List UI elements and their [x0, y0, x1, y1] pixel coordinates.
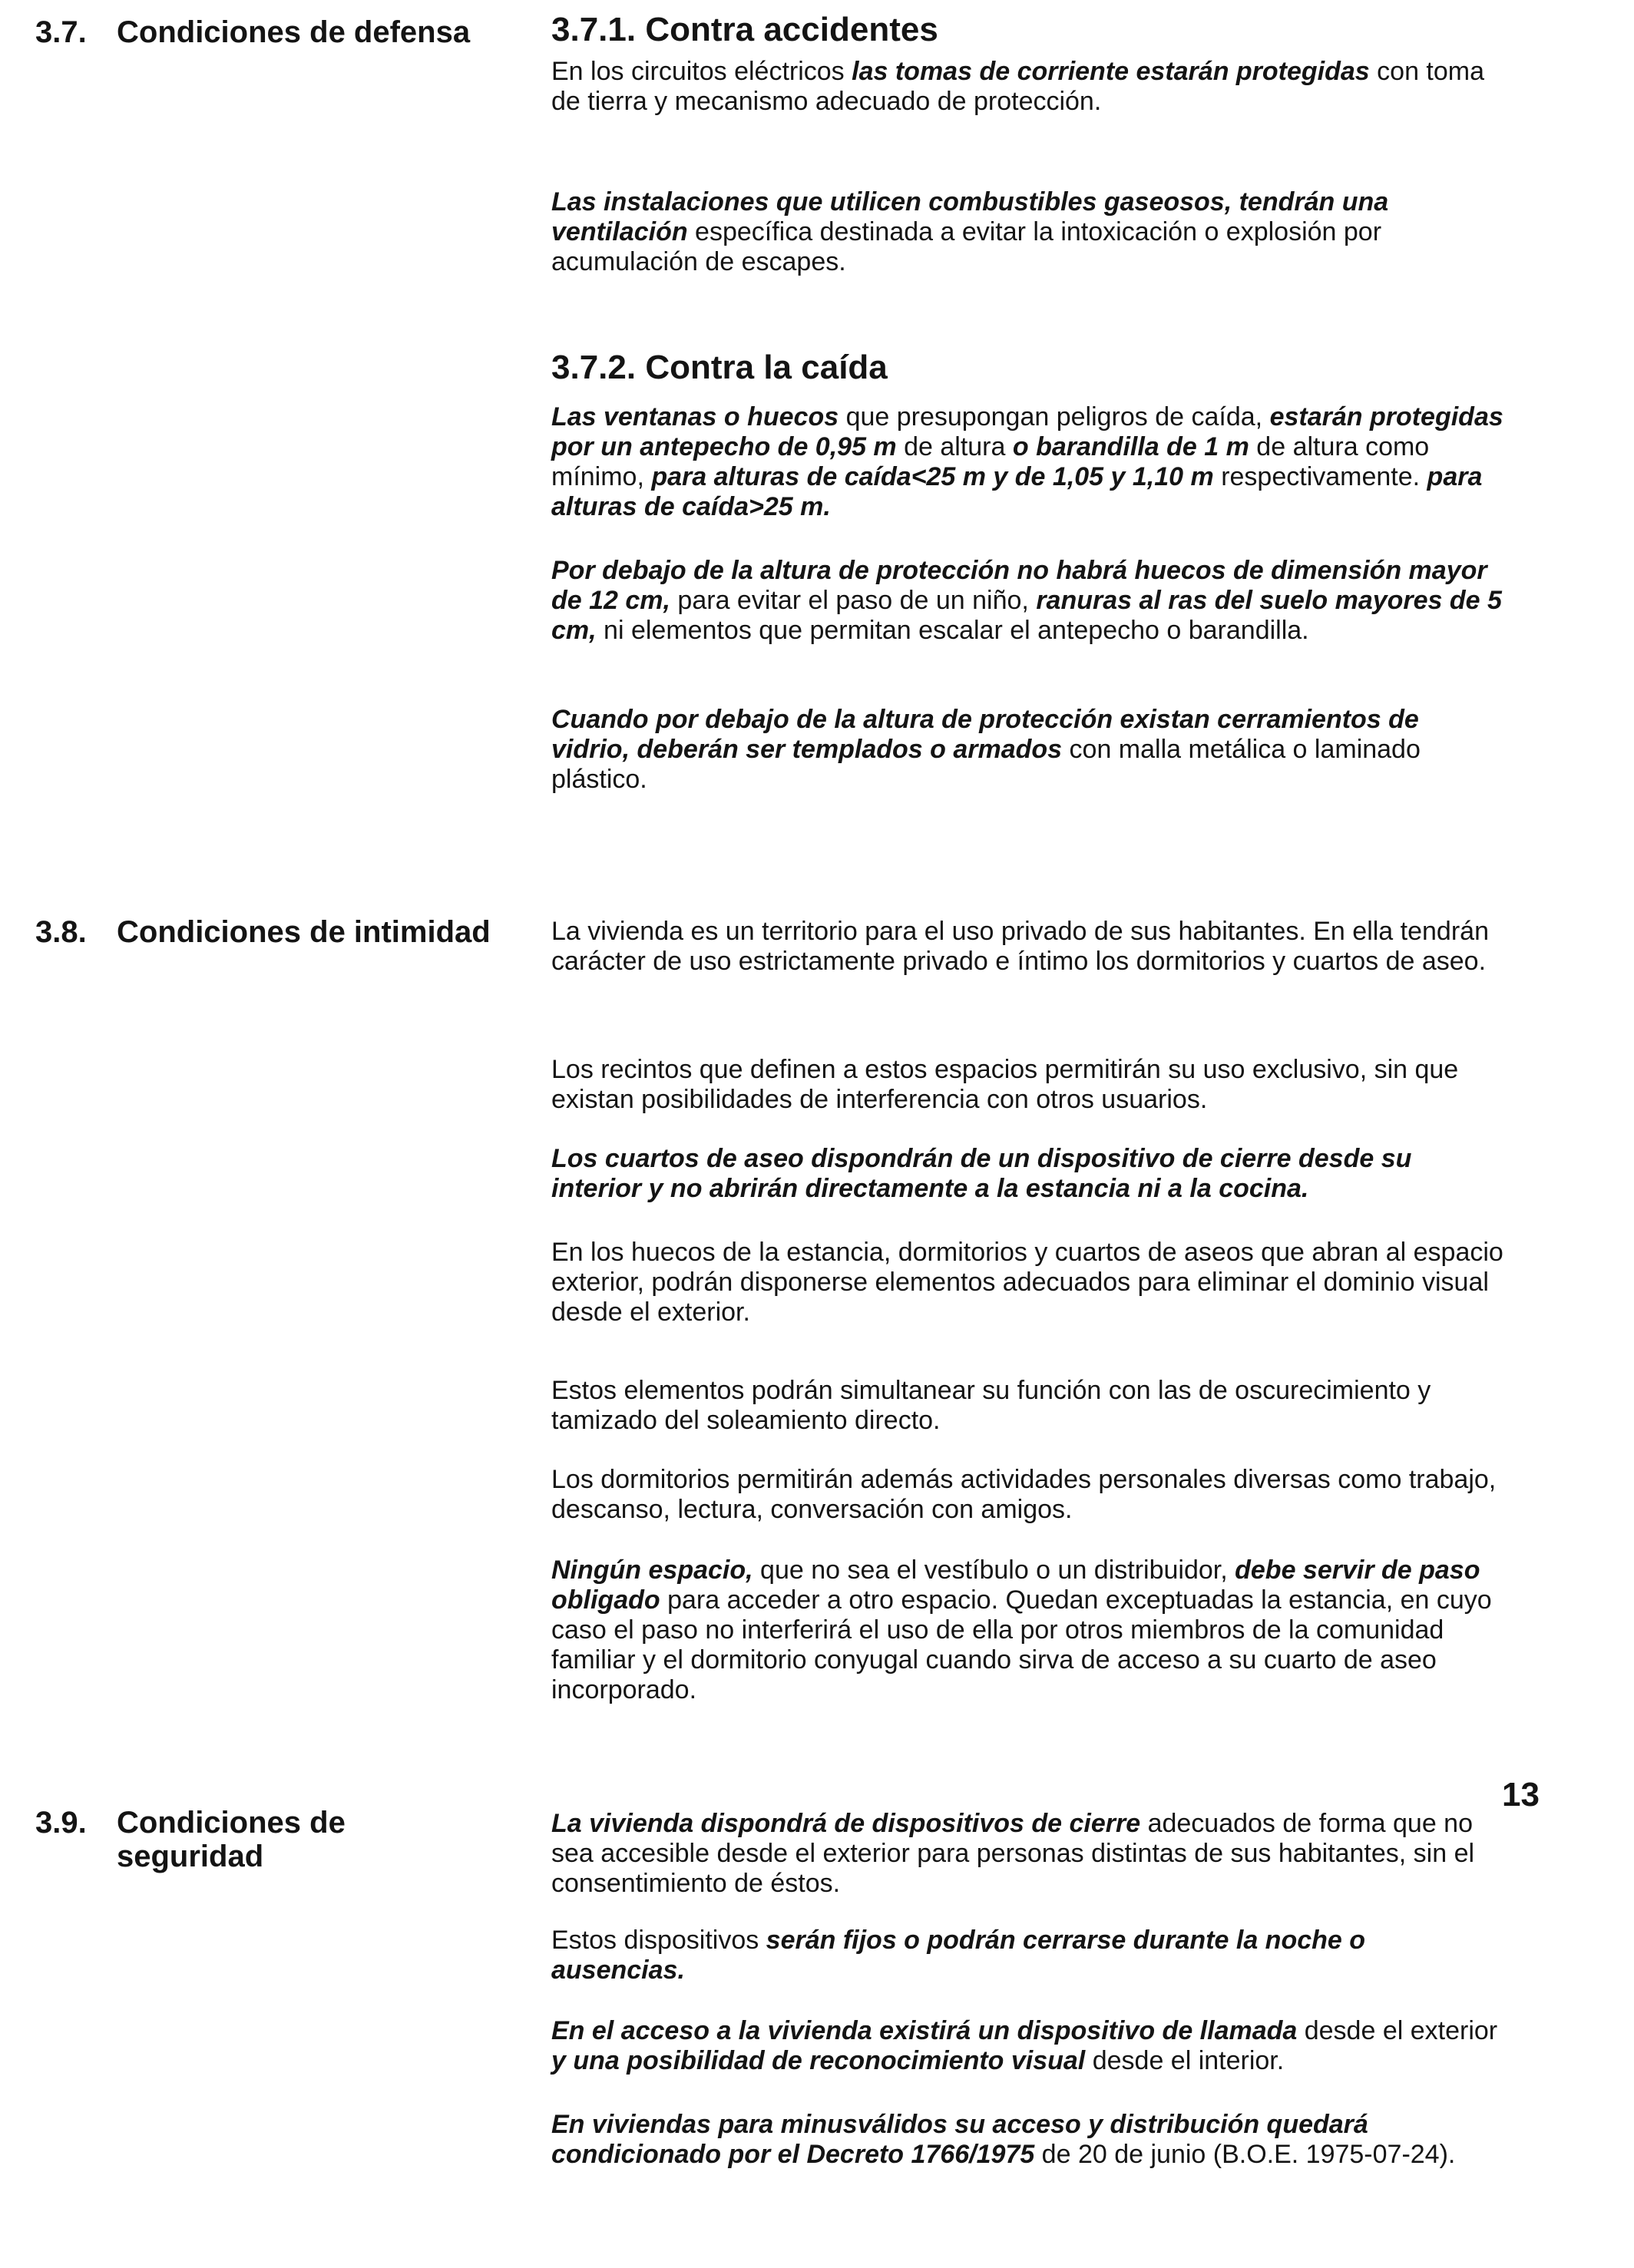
text-run: respectivamente.	[1213, 462, 1427, 491]
paragraph	[551, 1376, 1503, 1436]
text-run: con malla metálica o laminado plástico.	[551, 735, 1421, 794]
subsection-heading	[551, 349, 888, 387]
section-title: Condiciones de seguridad	[117, 1806, 346, 1873]
subsection-heading	[551, 11, 938, 49]
paragraph	[551, 1465, 1503, 1525]
paragraph	[551, 2110, 1503, 2170]
section-number: 3.8.	[35, 915, 87, 949]
text-run: desde el exterior	[1297, 2016, 1498, 2045]
section-title: Condiciones de intimidad	[117, 915, 491, 949]
text-run: para acceder a otro espacio. Quedan exceptuadas la estancia, en cuyo caso el paso no interferirá el uso de ella por otros miembros de la comunidad familiar y el dormitorio conyugal cuando sirva de acceso a su cuarto de aseo incorporado.	[551, 1585, 1492, 1704]
text-run: de 20 de junio (B.O.E. 1975-07-24).	[1034, 2140, 1456, 2169]
emphasized-text: para alturas de caída<25 m y de 1,05 y 1,10 m	[651, 462, 1214, 491]
text-run: que presupongan peligros de caída,	[838, 402, 1270, 431]
text-run: Estos elementos podrán simultanear su función con las de oscurecimiento y tamizado del soleamiento directo.	[551, 1376, 1431, 1435]
paragraph	[551, 705, 1503, 795]
emphasized-text: Por debajo de la altura de protección no habrá huecos de dimensión mayor de 12 cm,	[551, 556, 1487, 615]
paragraph	[551, 187, 1503, 277]
emphasized-text: las tomas de corriente estarán protegidas	[852, 57, 1370, 86]
emphasized-text: Las instalaciones que utilicen combustibles gaseosos, tendrán una ventilación	[551, 187, 1389, 246]
text-run: para evitar el paso de un niño,	[670, 586, 1037, 615]
text-run: Estos dispositivos	[551, 1926, 766, 1955]
paragraph	[551, 1809, 1503, 1899]
paragraph	[551, 2016, 1503, 2076]
paragraph	[551, 917, 1503, 977]
text-run: con toma de tierra y mecanismo adecuado de protección.	[551, 57, 1485, 116]
paragraph	[551, 402, 1503, 522]
text-run: específica destinada a evitar la intoxicación o explosión por acumulación de escapes.	[551, 217, 1382, 276]
text-run: En los circuitos eléctricos	[551, 57, 852, 86]
emphasized-text: para alturas de caída>25 m.	[551, 462, 1483, 521]
emphasized-text: Cuando por debajo de la altura de protección existan cerramientos de vidrio, deberán ser templados o armados	[551, 705, 1419, 764]
section-number: 3.7.	[35, 15, 87, 49]
emphasized-text: estarán protegidas por un antepecho de 0,95 m	[551, 402, 1503, 461]
subsection-title: Contra accidentes	[645, 11, 938, 48]
text-run: adecuados de forma que no sea accesible desde el exterior para personas distintas de sus habitantes, sin el consentimiento de éstos.	[551, 1809, 1475, 1898]
paragraph	[551, 1556, 1503, 1705]
emphasized-text: y una posibilidad de reconocimiento visual	[551, 2046, 1086, 2075]
paragraph	[551, 1144, 1503, 1204]
text-run: ni elementos que permitan escalar el antepecho o barandilla.	[596, 616, 1309, 645]
paragraph	[551, 1926, 1503, 1985]
text-run: de altura	[896, 432, 1013, 461]
subsection-title: Contra la caída	[645, 349, 888, 386]
emphasized-text: o barandilla de 1 m	[1012, 432, 1249, 461]
text-run: En los huecos de la estancia, dormitorios y cuartos de aseos que abran al espacio exterior, podrán disponerse elementos adecuados para eliminar el dominio visual desde el exterior.	[551, 1238, 1503, 1327]
emphasized-text: Ningún espacio,	[551, 1556, 753, 1585]
emphasized-text: En viviendas para minusválidos su acceso y distribución quedará condicionado por el Decreto 1766/1975	[551, 2110, 1368, 2169]
paragraph	[551, 1238, 1503, 1327]
paragraph	[551, 556, 1503, 646]
page-number: 13	[1502, 1776, 1540, 1813]
emphasized-text: Las ventanas o huecos	[551, 402, 839, 431]
emphasized-text: ranuras al ras del suelo mayores de 5 cm,	[551, 586, 1502, 645]
text-run: de altura como mínimo,	[551, 432, 1430, 491]
text-run: Los recintos que definen a estos espacios permitirán su uso exclusivo, sin que existan posibilidades de interferencia con otros usuarios.	[551, 1055, 1459, 1114]
paragraph	[551, 57, 1503, 117]
subsection-number: 3.7.2.	[551, 349, 637, 386]
emphasized-text: La vivienda dispondrá de dispositivos de cierre	[551, 1809, 1141, 1838]
paragraph	[551, 1055, 1503, 1115]
emphasized-text: serán fijos o podrán cerrarse durante la noche o ausencias.	[551, 1926, 1366, 1985]
text-run: desde el interior.	[1085, 2046, 1285, 2075]
text-run: Los dormitorios permitirán además actividades personales diversas como trabajo, descanso, lectura, conversación con amigos.	[551, 1465, 1497, 1524]
section-number: 3.9.	[35, 1806, 87, 1840]
section-title: Condiciones de defensa	[117, 15, 471, 49]
text-run: La vivienda es un territorio para el uso privado de sus habitantes. En ella tendrán carácter de uso estrictamente privado e íntimo los dormitorios y cuartos de aseo.	[551, 917, 1489, 976]
emphasized-text: debe servir de paso obligado	[551, 1556, 1480, 1615]
emphasized-text: En el acceso a la vivienda existirá un dispositivo de llamada	[551, 2016, 1298, 2045]
emphasized-text: Los cuartos de aseo dispondrán de un dispositivo de cierre desde su interior y no abrirán directamente a la estancia ni a la cocina.	[551, 1144, 1412, 1203]
text-run: que no sea el vestíbulo o un distribuidor,	[752, 1556, 1235, 1585]
subsection-number: 3.7.1.	[551, 11, 637, 48]
